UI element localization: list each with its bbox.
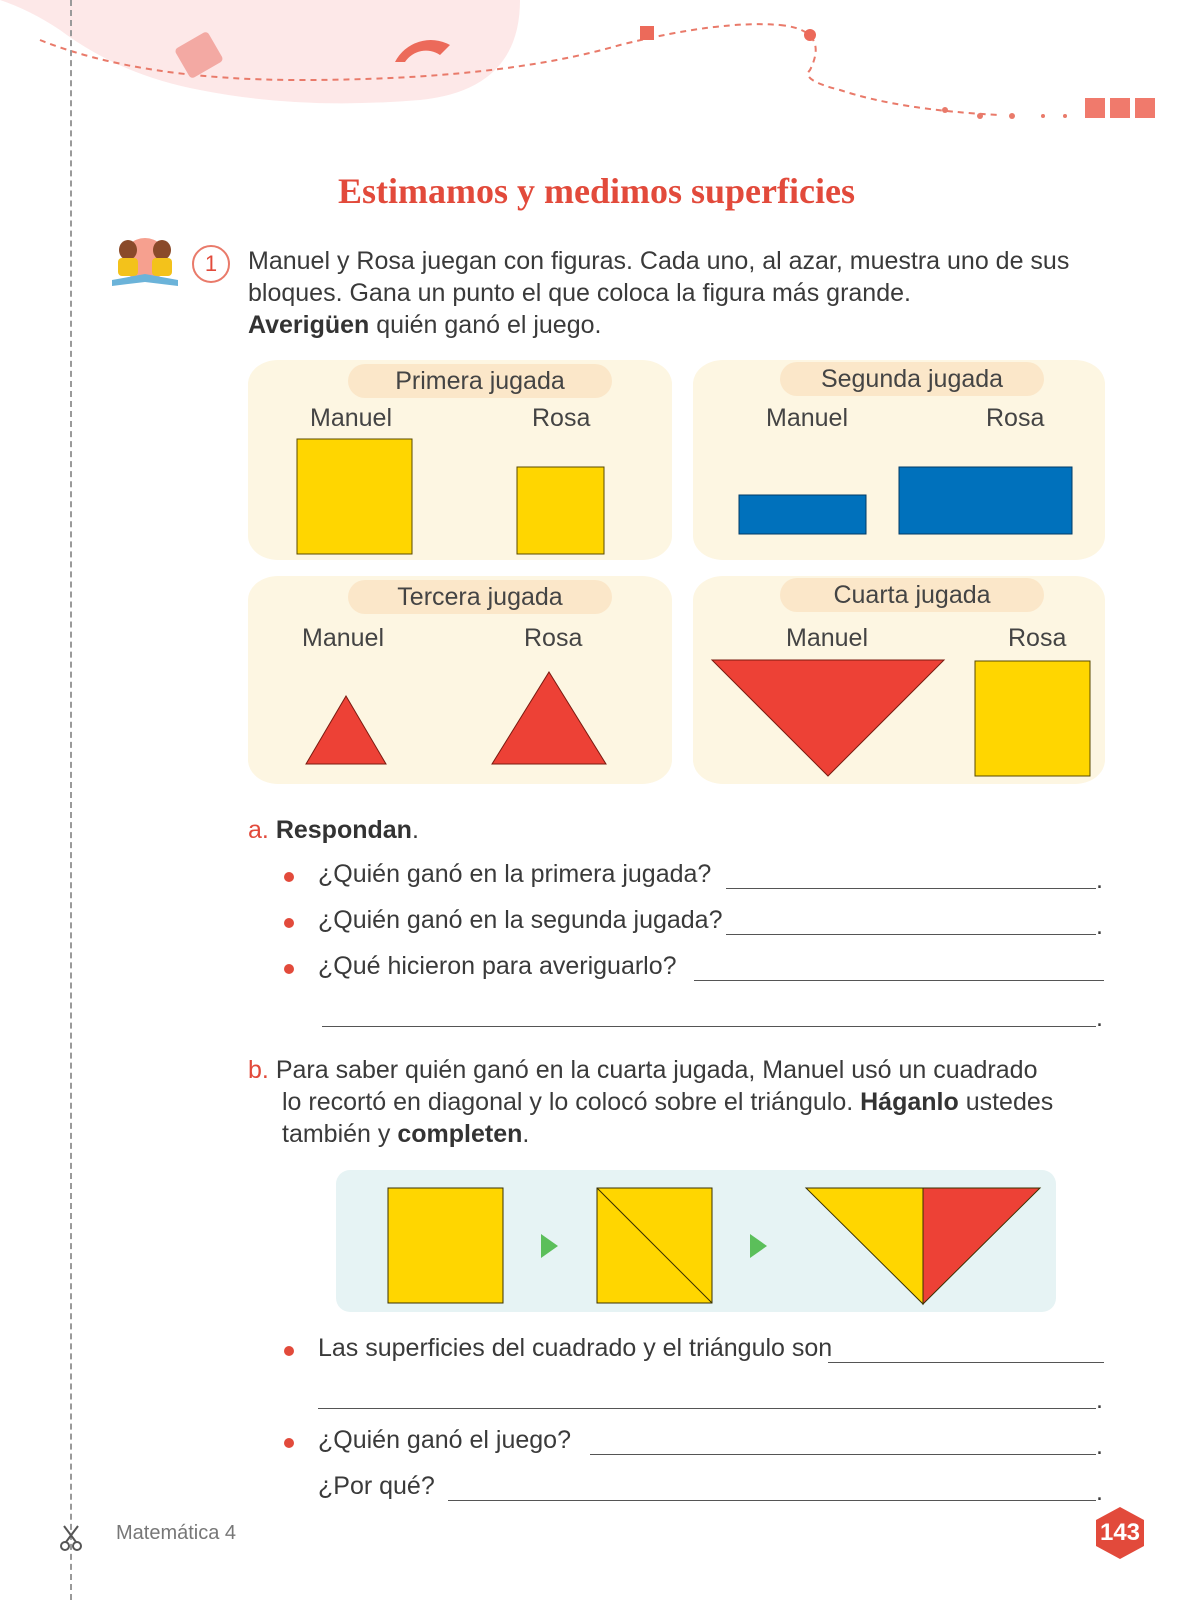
page-title: Estimamos y medimos superficies — [338, 171, 855, 211]
arrow-right-icon — [750, 1234, 767, 1258]
question-a3: ¿Qué hicieron para averiguarlo? — [318, 952, 677, 980]
question-b2: ¿Quién ganó el juego? — [318, 1426, 571, 1454]
round-3-player-manuel: Manuel — [302, 624, 384, 652]
round-1-manuel-square — [296, 438, 414, 556]
round-1-player-rosa: Rosa — [532, 404, 591, 432]
round-4-player-manuel: Manuel — [786, 624, 868, 652]
round-3-player-rosa: Rosa — [524, 624, 583, 652]
part-a-heading: a. Respondan. — [248, 816, 419, 844]
part-a-keyword: Respondan — [275, 816, 412, 844]
bullet — [284, 872, 294, 882]
activity-number: 1 — [192, 245, 230, 283]
scissors-icon — [60, 1524, 82, 1552]
part-a-letter: a. — [248, 816, 269, 844]
marker-dot-icon — [804, 29, 816, 41]
answer-line-a3-continued[interactable] — [322, 1026, 1096, 1027]
round-1-player-manuel: Manuel — [310, 404, 392, 432]
round-2-manuel-rectangle — [738, 494, 868, 536]
round-4-title: Cuarta jugada — [780, 578, 1044, 612]
step-1-square — [388, 1188, 503, 1303]
cubes-icon — [1085, 98, 1155, 118]
instruction-line: bloques. Gana un punto el que coloca la figura más grande. — [248, 279, 911, 307]
round-2-player-rosa: Rosa — [986, 404, 1045, 432]
bullet — [284, 1438, 294, 1448]
question-a1: ¿Quién ganó en la primera jugada? — [318, 860, 712, 888]
round-1-rosa-square — [516, 466, 606, 556]
answer-line-b1-continued[interactable] — [318, 1408, 1096, 1409]
instruction-keyword: Averigüen — [248, 311, 370, 339]
bullet — [284, 1346, 294, 1356]
round-2-player-manuel: Manuel — [766, 404, 848, 432]
part-b-instructions: b. Para saber quién ganó en la cuarta jugada, Manuel usó un cuadrado lo recortó en diagonal y lo colocó sobre el triángulo. Háganlo ustedes también y completen. — [248, 1056, 1054, 1148]
round-4-manuel-triangle — [710, 658, 946, 778]
answer-line-b1[interactable] — [828, 1362, 1104, 1363]
round-4-player-rosa: Rosa — [1008, 624, 1067, 652]
cube-icon — [640, 26, 654, 40]
step-2-cut-square — [597, 1188, 712, 1303]
instruction-line: Averigüen quién ganó el juego. — [248, 311, 602, 339]
round-3-rosa-triangle — [490, 670, 608, 766]
round-2-title: Segunda jugada — [780, 362, 1044, 396]
round-4-rosa-square — [974, 660, 1092, 778]
round-2-rosa-rectangle — [898, 466, 1074, 536]
bullet — [284, 964, 294, 974]
instruction-line: Manuel y Rosa juegan con figuras. Cada uno, al azar, muestra uno de sus — [248, 247, 1070, 275]
arrow-right-icon — [541, 1234, 558, 1258]
page-number-badge — [1092, 1505, 1148, 1561]
answer-line-a3[interactable] — [694, 980, 1104, 981]
question-a2: ¿Quién ganó en la segunda jugada? — [318, 906, 723, 934]
page-number: 143 — [1099, 1519, 1141, 1546]
part-b-letter: b. — [248, 1056, 269, 1084]
question-b1: Las superficies del cuadrado y el triángulo son — [318, 1334, 833, 1362]
answer-line-b2[interactable] — [590, 1454, 1096, 1455]
kids-reading-icon — [106, 232, 184, 290]
header-decoration — [0, 0, 1193, 150]
round-1-title: Primera jugada — [348, 364, 612, 398]
cut-guide-line — [70, 0, 72, 1600]
cutting-steps-figures — [336, 1170, 1056, 1312]
book-title: Matemática 4 — [116, 1522, 237, 1544]
round-3-title: Tercera jugada — [348, 580, 612, 614]
bullet — [284, 918, 294, 928]
activity-instructions — [248, 245, 1108, 341]
round-3-manuel-triangle — [304, 694, 388, 766]
question-b3: ¿Por qué? — [318, 1472, 435, 1500]
answer-line-b3[interactable] — [448, 1500, 1096, 1501]
answer-line-a1[interactable] — [726, 888, 1096, 889]
step-3-triangle — [806, 1188, 1040, 1304]
answer-line-a2[interactable] — [726, 934, 1096, 935]
